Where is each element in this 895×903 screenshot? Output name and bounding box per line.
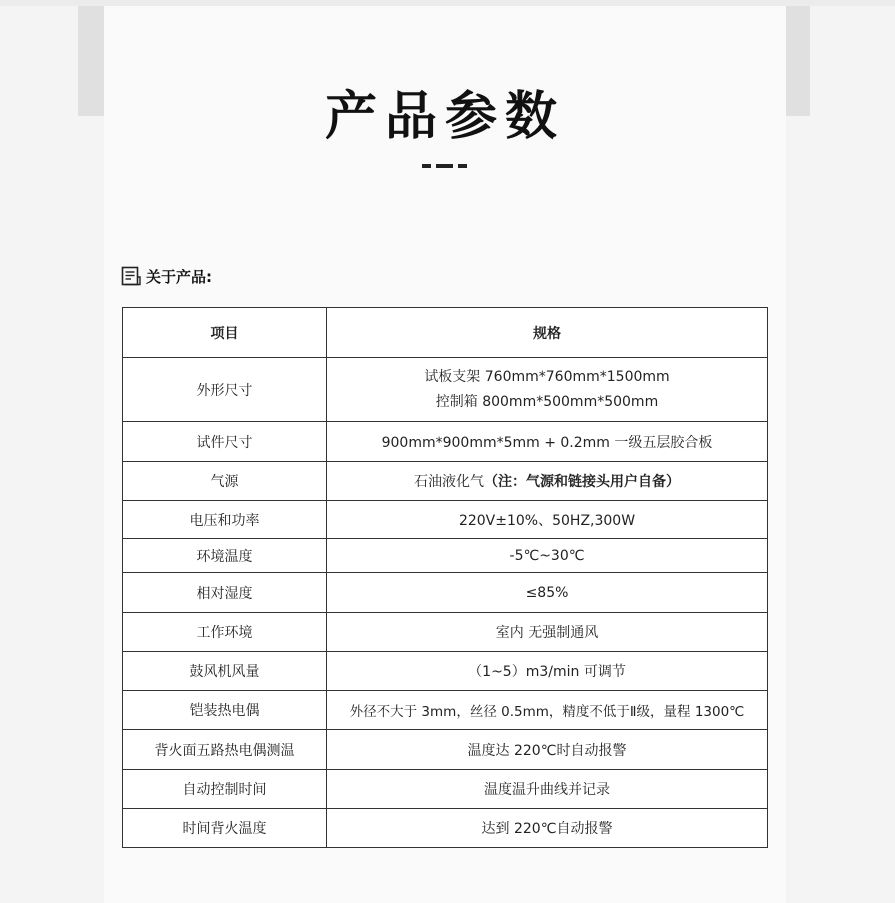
row-spec xyxy=(327,462,768,501)
row-spec: （1~5）m3/min 可调节 xyxy=(327,652,768,691)
row-item: 环境温度 xyxy=(123,539,327,573)
row-spec: -5℃~30℃ xyxy=(327,539,768,573)
row-spec: 达到 220℃自动报警 xyxy=(327,809,768,848)
row-item: 气源 xyxy=(123,462,327,501)
row-spec xyxy=(327,358,768,422)
table-row xyxy=(123,613,768,652)
row-item: 工作环境 xyxy=(123,613,327,652)
table-row xyxy=(123,358,768,422)
row-spec: ≤85% xyxy=(327,573,768,613)
product-page xyxy=(104,6,786,903)
section-label: 关于产品: xyxy=(146,267,212,286)
row-item: 自动控制时间 xyxy=(123,770,327,809)
row-spec: 外径不大于 3mm，丝径 0.5mm，精度不低于Ⅱ级，量程 1300℃ xyxy=(327,691,768,730)
row-spec: 温度达 220℃时自动报警 xyxy=(327,730,768,770)
spec-text: 石油液化气 xyxy=(414,474,484,490)
spec-note: （注：气源和链接头用户自备） xyxy=(484,474,680,490)
table-row xyxy=(123,462,768,501)
row-spec: 220V±10%、50HZ,300W xyxy=(327,501,768,539)
section-heading xyxy=(120,264,212,288)
row-item: 时间背火温度 xyxy=(123,809,327,848)
table-row xyxy=(123,501,768,539)
row-item: 铠装热电偶 xyxy=(123,691,327,730)
table-row xyxy=(123,652,768,691)
table-header-row xyxy=(123,308,768,358)
right-scroll-gutter xyxy=(786,6,810,116)
row-item: 相对湿度 xyxy=(123,573,327,613)
table-row xyxy=(123,809,768,848)
spec-line: 试板支架 760mm*760mm*1500mm xyxy=(424,368,670,385)
table-row xyxy=(123,539,768,573)
row-spec: 室内 无强制通风 xyxy=(327,613,768,652)
spec-line: 控制箱 800mm*500mm*500mm xyxy=(435,393,659,410)
row-spec: 温度温升曲线并记录 xyxy=(327,770,768,809)
table-row xyxy=(123,691,768,730)
table-row xyxy=(123,730,768,770)
row-item: 电压和功率 xyxy=(123,501,327,539)
left-scroll-gutter xyxy=(78,6,104,116)
header-item: 项目 xyxy=(123,308,327,358)
title-divider xyxy=(422,164,470,169)
row-item: 背火面五路热电偶测温 xyxy=(123,730,327,770)
table-row xyxy=(123,422,768,462)
row-spec: 900mm*900mm*5mm + 0.2mm 一级五层胶合板 xyxy=(327,422,768,462)
row-item: 鼓风机风量 xyxy=(123,652,327,691)
table-row xyxy=(123,770,768,809)
spec-table xyxy=(122,307,768,848)
header-spec: 规格 xyxy=(327,308,768,358)
page-title: 产品参数 xyxy=(324,87,565,147)
row-item: 外形尺寸 xyxy=(123,358,327,422)
document-icon xyxy=(120,265,142,287)
table-row xyxy=(123,573,768,613)
row-item: 试件尺寸 xyxy=(123,422,327,462)
